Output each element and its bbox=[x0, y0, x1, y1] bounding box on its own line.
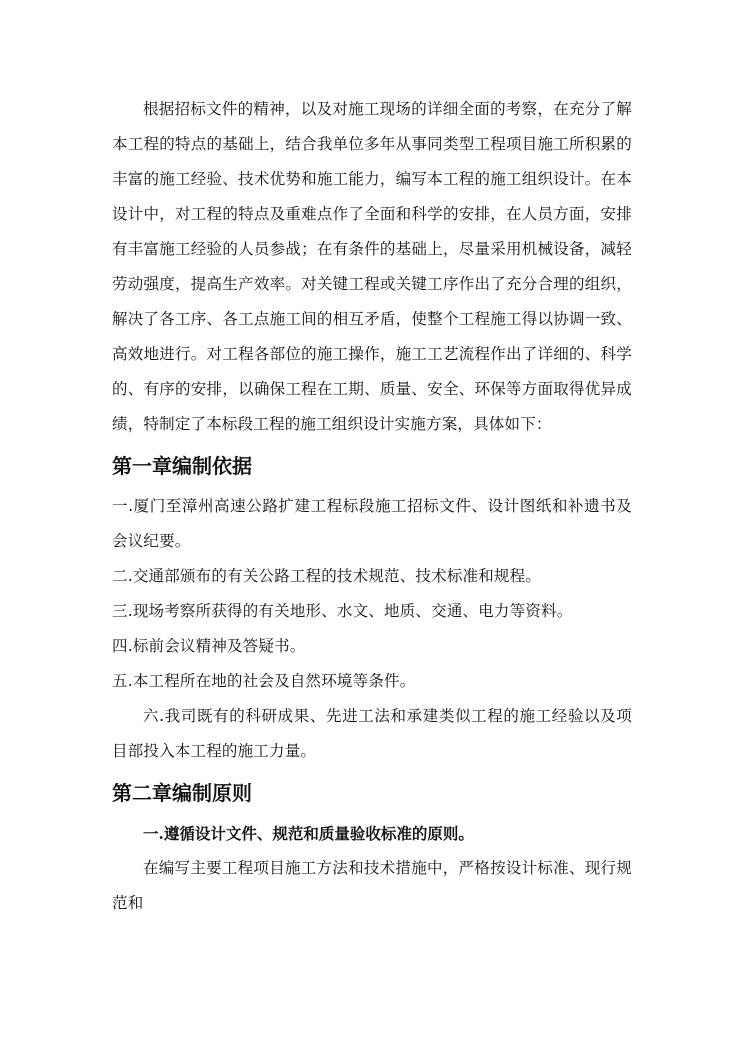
principle-1-heading: 一.遵循设计文件、规范和质量验收标准的原则。 bbox=[143, 824, 474, 843]
basis-item-3: 三.现场考察所获得的有关地形、水文、地质、交通、电力等资料。 bbox=[112, 602, 573, 620]
principle-1-text: 在编写主要工程项目施工方法和技术措施中，严格按设计标准、现行规范和 bbox=[112, 859, 632, 912]
intro-paragraph: 根据招标文件的精神，以及对施工现场的详细全面的考察，在充分了解本工程的特点的基础上，结合我单位多年从事同类型工程项目施工所积累的丰富的施工经验、技术优势和施工能力，编写本工程的施工组织设计。在本设计中，对工程的特点及重难点作了全面和科学的安排，在人员方面，安排有丰富施工经验的人员参战；在有条件的基础上，尽量采用机械设备，减轻劳动强度，提高生产效率。对关键工程或关键工序作出了充分合理的组织，解决了各工序、各工点施工间的相互矛盾，使整个工程施工得以协调一致、高效地进行。对工程各部位的施工操作，施工工艺流程作出了详细的、科学的、有序的安排，以确保工程在工期、质量、安全、环保等方面取得优异成绩，特制定了本标段工程的施工组织设计实施方案，具体如下： bbox=[112, 100, 632, 433]
chapter-1-title: 第一章编制依据 bbox=[112, 454, 252, 478]
basis-item-1: 一.厦门至漳州高速公路扩建工程标段施工招标文件、设计图纸和补遗书及会议纪要。 bbox=[112, 497, 632, 550]
document-page bbox=[112, 92, 632, 921]
basis-item-6: 六.我司既有的科研成果、先进工法和承建类似工程的施工经验以及项目部投入本工程的施工力量。 bbox=[112, 707, 632, 760]
basis-item-4: 四.标前会议精神及答疑书。 bbox=[112, 637, 306, 655]
basis-item-2: 二.交通部颁布的有关公路工程的技术规范、技术标准和规程。 bbox=[112, 567, 542, 585]
basis-item-5: 五.本工程所在地的社会及自然环境等条件。 bbox=[112, 672, 416, 690]
chapter-2-title: 第二章编制原则 bbox=[112, 781, 252, 805]
